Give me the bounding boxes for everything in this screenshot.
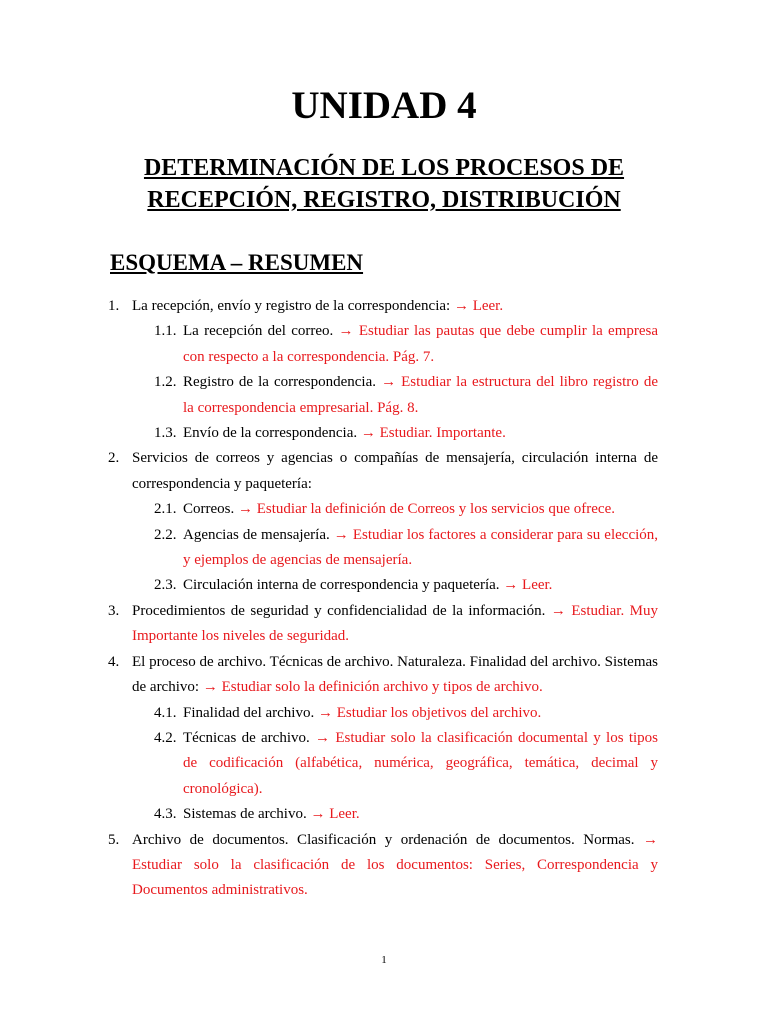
- subtitle-line-1: DETERMINACIÓN DE LOS PROCESOS DE: [143, 155, 625, 181]
- study-note: Estudiar solo la clasificación de los documentos: Series, Correspondencia y Documentos administrativos.: [132, 856, 658, 899]
- unit-title: UNIDAD 4: [291, 84, 477, 127]
- item-number: 1.: [108, 298, 120, 314]
- arrow-right-icon: →: [550, 602, 566, 619]
- arrow-right-icon: →: [338, 323, 354, 340]
- item-number: 3.: [108, 602, 120, 619]
- outline-item: [154, 319, 659, 370]
- study-note: Leer.: [522, 577, 553, 594]
- item-text: Agencias de mensajería.: [183, 526, 330, 543]
- page-number: 1: [381, 954, 387, 966]
- item-text: Archivo de documentos. Clasificación y ordenación de documentos. Normas.: [132, 831, 635, 848]
- document-subtitle: [0, 152, 768, 216]
- item-text: Correos.: [183, 501, 235, 518]
- arrow-right-icon: →: [453, 298, 469, 314]
- item-text: La recepción, envío y registro de la correspondencia:: [132, 298, 451, 314]
- outline-item: [154, 497, 658, 522]
- item-text: La recepción del correo.: [183, 323, 334, 340]
- outline-item: [108, 650, 658, 701]
- item-number: 2.1.: [154, 501, 177, 518]
- item-number: 4.2.: [154, 729, 177, 746]
- arrow-right-icon: →: [317, 704, 333, 721]
- subtitle-line-2: RECEPCIÓN, REGISTRO, DISTRIBUCIÓN: [147, 187, 621, 213]
- arrow-right-icon: →: [238, 501, 253, 518]
- item-text: Envío de la correspondencia.: [183, 425, 358, 442]
- outline-item: [154, 421, 658, 446]
- item-text: Circulación interna de correspondencia y paquetería.: [183, 577, 500, 594]
- outline-item: [108, 599, 659, 650]
- item-number: 4.: [108, 653, 120, 670]
- item-number: 4.1.: [154, 704, 177, 721]
- study-note: Estudiar los objetivos del archivo.: [336, 704, 542, 721]
- item-number: 5.: [108, 831, 120, 848]
- item-number: 4.3.: [154, 806, 177, 823]
- study-note: Leer.: [472, 298, 504, 314]
- study-note: Estudiar la definición de Correos y los servicios que ofrece.: [256, 501, 615, 518]
- item-number: 2.2.: [154, 526, 177, 543]
- item-text: Procedimientos de seguridad y confidencialidad de la información.: [132, 602, 546, 619]
- item-text: Registro de la correspondencia.: [183, 374, 376, 391]
- study-note: Estudiar. Muy Importante los niveles de seguridad.: [132, 602, 659, 645]
- study-note: Estudiar la estructura del libro registro de la correspondencia empresarial. Pág. 8.: [183, 374, 659, 416]
- study-note: Leer.: [329, 806, 360, 823]
- item-number: 1.3.: [154, 425, 177, 442]
- arrow-right-icon: →: [310, 806, 326, 823]
- outline-item: [154, 802, 658, 827]
- item-text: Sistemas de archivo.: [183, 806, 307, 823]
- arrow-right-icon: →: [315, 729, 331, 746]
- outline-item: [154, 701, 658, 726]
- arrow-right-icon: →: [643, 831, 659, 848]
- arrow-right-icon: →: [503, 577, 519, 594]
- section-heading: ESQUEMA – RESUMEN: [110, 250, 364, 275]
- outline-item: [154, 523, 659, 574]
- item-number: 2.3.: [154, 577, 177, 594]
- outline-item: [154, 726, 659, 802]
- item-text: Finalidad del archivo.: [183, 704, 315, 721]
- item-text: El proceso de archivo. Técnicas de archivo. Naturaleza. Finalidad del archivo. Sistemas de archivo:: [132, 653, 658, 696]
- outline-item: [108, 294, 658, 319]
- outline-item: [108, 446, 658, 497]
- study-note: Estudiar solo la clasificación documental y los tipos de codificación (alfabética, numérica, geográfica, temática, decimal y cronológica).: [183, 729, 659, 797]
- item-number: 2.: [108, 450, 120, 467]
- arrow-right-icon: →: [381, 374, 397, 391]
- study-note: Estudiar solo la definición archivo y tipos de archivo.: [221, 679, 543, 696]
- outline-item: [154, 573, 658, 598]
- study-note: Estudiar las pautas que debe cumplir la empresa con respecto a la correspondencia. Pág. 7.: [183, 323, 659, 365]
- item-text: Servicios de correos y agencias o compañías de mensajería, circulación interna de correspondencia y paquetería:: [132, 450, 658, 492]
- outline-item: [108, 828, 659, 904]
- item-number: 1.2.: [154, 374, 177, 391]
- arrow-right-icon: →: [333, 526, 349, 543]
- arrow-right-icon: →: [202, 679, 218, 696]
- outline-item: [154, 370, 659, 421]
- item-number: 1.1.: [154, 323, 177, 340]
- study-note: Estudiar. Importante.: [379, 425, 506, 442]
- study-note: Estudiar los factores a considerar para su elección, y ejemplos de agencias de mensajería.: [183, 526, 659, 569]
- item-text: Técnicas de archivo.: [183, 729, 310, 746]
- arrow-right-icon: →: [360, 425, 376, 442]
- outline-list: [0, 294, 768, 904]
